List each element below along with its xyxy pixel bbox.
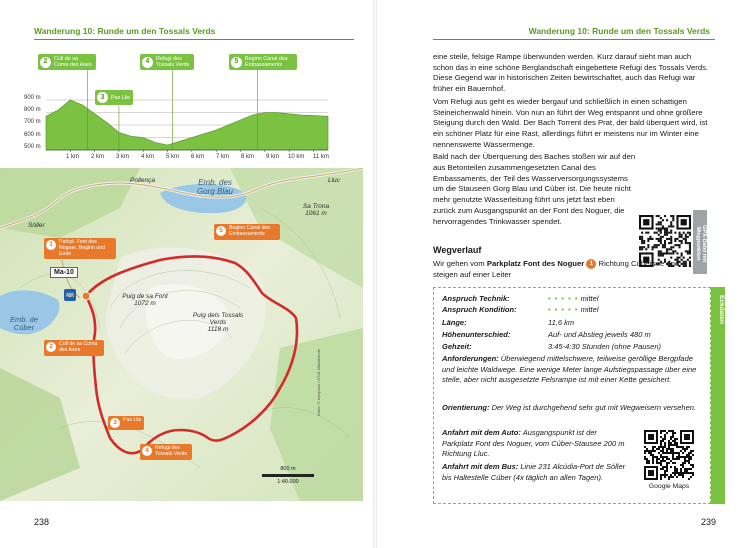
key-hoehe: Höhenunterschied: Auf- und Abstieg jeweils 480 m bbox=[442, 330, 651, 339]
key-orientierung: Orientierung: Der Weg ist durchgehend sehr gut mit Wegweisern versehen. bbox=[442, 403, 697, 412]
key-kondition: Anspruch Kondition: • • • • • mittel bbox=[442, 305, 599, 314]
map-waypoint-4: 4 Refugi des Tossals Verds bbox=[140, 444, 192, 460]
wegverlauf-text: Wir gehen vom Parkplatz Font des Noguer 1 Richtung Cúbersee und steigen auf einer Leiter bbox=[433, 259, 680, 279]
rating-dots: • • • • • bbox=[548, 294, 579, 303]
page-number-right: 239 bbox=[701, 517, 717, 527]
bus-stop-icon: 🚌 bbox=[64, 289, 76, 301]
google-maps-qr-code[interactable] bbox=[644, 430, 694, 480]
route-map bbox=[0, 168, 363, 501]
key-anfahrt-auto: Anfahrt mit dem Auto: Ausgangspunkt ist der Parkplatz Font des Noguer, vom Cúber-Stausee 200 m Richtung Lluc. bbox=[442, 428, 625, 458]
paragraph: eine steile, felsige Rampe überwunden werden. Kurz darauf sieht man auch schon das in eine schöne Berglandschaft eingebettete Refugi des Tossals Verds. Diese Gegend war in historischen Zeiten bewirtschaftet, auch das Refugi war früher ein Bauernhof. bbox=[433, 52, 709, 94]
profile-waypoint-4: 4 Refugi des Tossals Verds bbox=[140, 54, 194, 70]
key-data-box bbox=[433, 287, 711, 504]
profile-x-tick: 8 km bbox=[241, 154, 255, 160]
profile-x-tick: 3 km bbox=[116, 154, 130, 160]
map-waypoint-3: 3 Pas Llis bbox=[108, 416, 144, 430]
map-waypoint-2: 2 Coll de sa Coma des Ases bbox=[44, 340, 104, 356]
elevation-profile bbox=[22, 50, 342, 165]
body-text bbox=[433, 52, 713, 229]
gpx-tab: GPX-Datei mit Wegpunkten bbox=[693, 210, 707, 274]
map-scale-distance: 800 m bbox=[280, 466, 296, 472]
qr-code-icon bbox=[644, 430, 694, 480]
map-label-cuber: Emb. de Cúber bbox=[10, 315, 38, 332]
paragraph: Vom Refugi aus geht es wieder bergauf und schließlich in einen schattigen Steineichenwald hinein. Von nun an führt der Weg entspannt und ohne größere Steigung durch den Wald. Der Bach Torrent des Prat, der bald überquert wird, ist ein schöner Platz für eine Rast, allerdings führt er meistens nur im Winter eine nennenswerte Wassermenge. bbox=[433, 96, 708, 149]
map-label-puig-dels-tossals-verds: Puig dels Tossals Verds 1118 m bbox=[192, 312, 244, 333]
waypoint-1-marker: 1 bbox=[586, 259, 596, 269]
profile-y-tick: 700 m bbox=[24, 119, 41, 125]
map-scale-bar bbox=[262, 474, 314, 477]
running-head-right: Wanderung 10: Runde um den Tossals Verds bbox=[528, 26, 710, 36]
eckdaten-tab: Eckdaten bbox=[711, 287, 725, 504]
map-credit: Karte: © kompass / OSM-Mitwirkende bbox=[316, 349, 321, 416]
profile-x-tick: 10 km bbox=[288, 154, 305, 160]
profile-y-tick: 600 m bbox=[24, 132, 41, 138]
paragraph: Bald nach der Überquerung des Baches stoßen wir auf den aus Betonteilen zusammengesetzten Canal des Embassaments, der Teil des Wasserversorgungssystems um die Stauseen Gorg Blau und Cúber ist. Die heute nicht mehr genutzte Wasserleitung führt uns jetzt fast eben zurück zum Ausgangspunkt an der Font des Noguer, die hervorragendes Trinkwasser spendet. bbox=[433, 152, 636, 226]
qr-caption: Google Maps bbox=[648, 483, 690, 490]
key-anfahrt-bus: Anfahrt mit dem Bus: Linie 231 Alcúdia-Port de Sóller bis Haltestelle Cúber (4x täglich an allen Tagen). bbox=[442, 462, 626, 482]
head-rule-right bbox=[433, 39, 715, 40]
running-head-left: Wanderung 10: Runde um den Tossals Verds bbox=[34, 26, 216, 36]
key-technik: Anspruch Technik: • • • • • mittel bbox=[442, 294, 599, 303]
page-number-left: 238 bbox=[34, 517, 50, 527]
right-page bbox=[375, 0, 750, 548]
profile-waypoint-5: 5 Beginn Canal des Embassaments bbox=[229, 54, 297, 70]
profile-y-tick: 500 m bbox=[24, 144, 41, 150]
profile-x-tick: 6 km bbox=[191, 154, 205, 160]
profile-waypoint-2: 2 Coll de sa Coma des Ases bbox=[38, 54, 96, 70]
map-label-pollenca: Pollença bbox=[130, 177, 155, 184]
map-label-puig-de-sa-font: Puig de sa Font 1072 m bbox=[122, 293, 168, 307]
profile-x-tick: 11 km bbox=[313, 154, 329, 160]
map-label-gorg-blau: Emb. des Gorg Blau bbox=[196, 178, 234, 196]
profile-x-tick: 1 km bbox=[66, 154, 80, 160]
profile-x-tick: 5 km bbox=[166, 154, 180, 160]
map-label-sa-trona: Sa Trona 1061 m bbox=[302, 203, 330, 217]
profile-waypoint-3: 3 Pas Llis bbox=[95, 90, 133, 105]
profile-x-tick: 2 km bbox=[91, 154, 105, 160]
rating-dots: • • • • • bbox=[548, 305, 579, 314]
road-badge-ma10: Ma-10 bbox=[50, 267, 78, 278]
profile-x-tick: 9 km bbox=[266, 154, 280, 160]
head-rule-left bbox=[34, 39, 354, 40]
map-scale bbox=[262, 466, 314, 485]
profile-x-tick: 4 km bbox=[141, 154, 155, 160]
profile-y-tick: 800 m bbox=[24, 107, 41, 113]
map-scale-ratio: 1:40.000 bbox=[277, 479, 299, 485]
map-label-lluc: Lluc bbox=[328, 177, 340, 184]
profile-y-tick: 900 m bbox=[24, 95, 41, 101]
key-laenge: Länge: 11,6 km bbox=[442, 318, 575, 327]
map-waypoint-5: 5 Beginn Canal des Embassaments bbox=[214, 224, 280, 240]
wegverlauf-heading: Wegverlauf bbox=[433, 245, 482, 255]
map-waypoint-1: 1 Parkpl. Font des Noguer, Beginn und Ende bbox=[44, 238, 116, 259]
profile-x-tick: 7 km bbox=[216, 154, 230, 160]
key-gehzeit: Gehzeit: 3:45-4:30 Stunden (ohne Pausen) bbox=[442, 342, 662, 351]
map-label-soller: Sóller bbox=[28, 222, 45, 229]
key-anforderungen: Anforderungen: Überwiegend mittelschwere, teilweise geröllige Bergpfade und leichte Waldwege. Eine wenige Meter lange Aufstiegspassage über eine steile, aber nicht ausgesetzte Felsrampe ist mit einer Kette gesichert. bbox=[442, 354, 697, 384]
